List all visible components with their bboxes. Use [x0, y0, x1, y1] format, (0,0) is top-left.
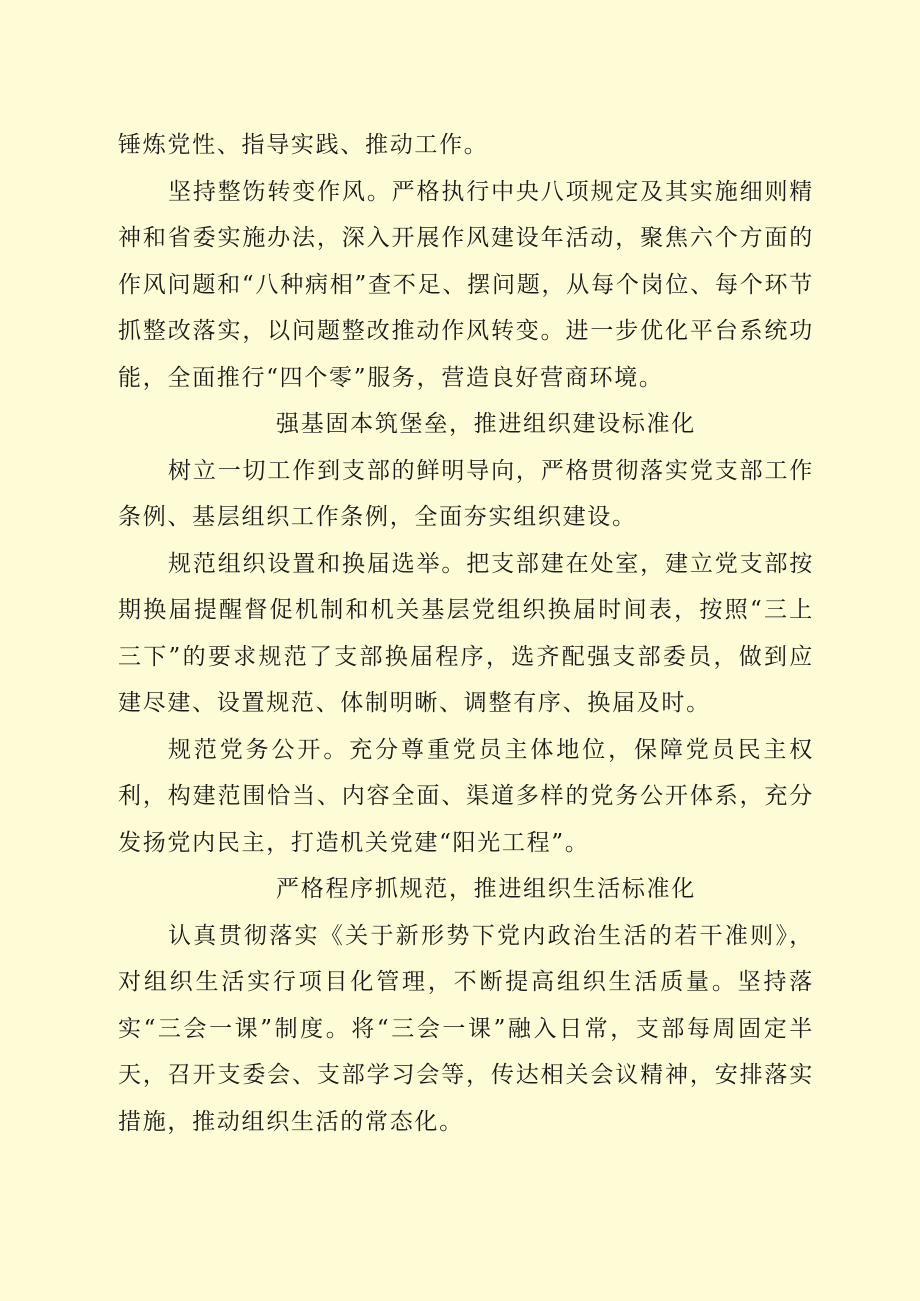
section-heading-organization: 强基固本筑堡垒，推进组织建设标准化 [276, 411, 696, 437]
paragraph-rectify-style: 坚持整饬转变作风。严格执行中央八项规定及其实施细则精神和省委实施办法，深入开展作风建设年活动，聚焦六个方面的作风问题和“八种病相”查不足、摆问题，从每个岗位、每个环节抓整改落实，以问题整改推动作风转变。进一步优化平台系统功能，全面推行“四个零”服务，营造良好营商环境。 [118, 178, 814, 391]
paragraph-three-meetings: 认真贯彻落实《关于新形势下党内政治生活的若干准则》，对组织生活实行项目化管理，不断提高组织生活质量。坚持落实“三会一课”制度。将“三会一课”融入日常，支部每周固定半天，召开支委会、支部学习会等，传达相关会议精神，安排落实措施，推动组织生活的常态化。 [118, 922, 814, 1135]
section-heading-organization-life: 严格程序抓规范，推进组织生活标准化 [276, 876, 696, 902]
paragraph-branch-orientation: 树立一切工作到支部的鲜明导向，严格贯彻落实党支部工作条例、基层组织工作条例，全面夯实组织建设。 [118, 457, 814, 530]
paragraph-continuation: 锤炼党性、指导实践、推动工作。 [118, 132, 489, 158]
document-page [118, 122, 814, 1145]
paragraph-party-affairs-openness: 规范党务公开。充分尊重党员主体地位，保障党员民主权利，构建范围恰当、内容全面、渠道多样的党务公开体系，充分发扬党内民主，打造机关党建“阳光工程”。 [118, 736, 814, 856]
paragraph-election-standard: 规范组织设置和换届选举。把支部建在处室，建立党支部按期换届提醒督促机制和机关基层党组织换届时间表，按照“三上三下”的要求规范了支部换届程序，选齐配强支部委员，做到应建尽建、设置规范、体制明晰、调整有序、换届及时。 [118, 550, 814, 716]
